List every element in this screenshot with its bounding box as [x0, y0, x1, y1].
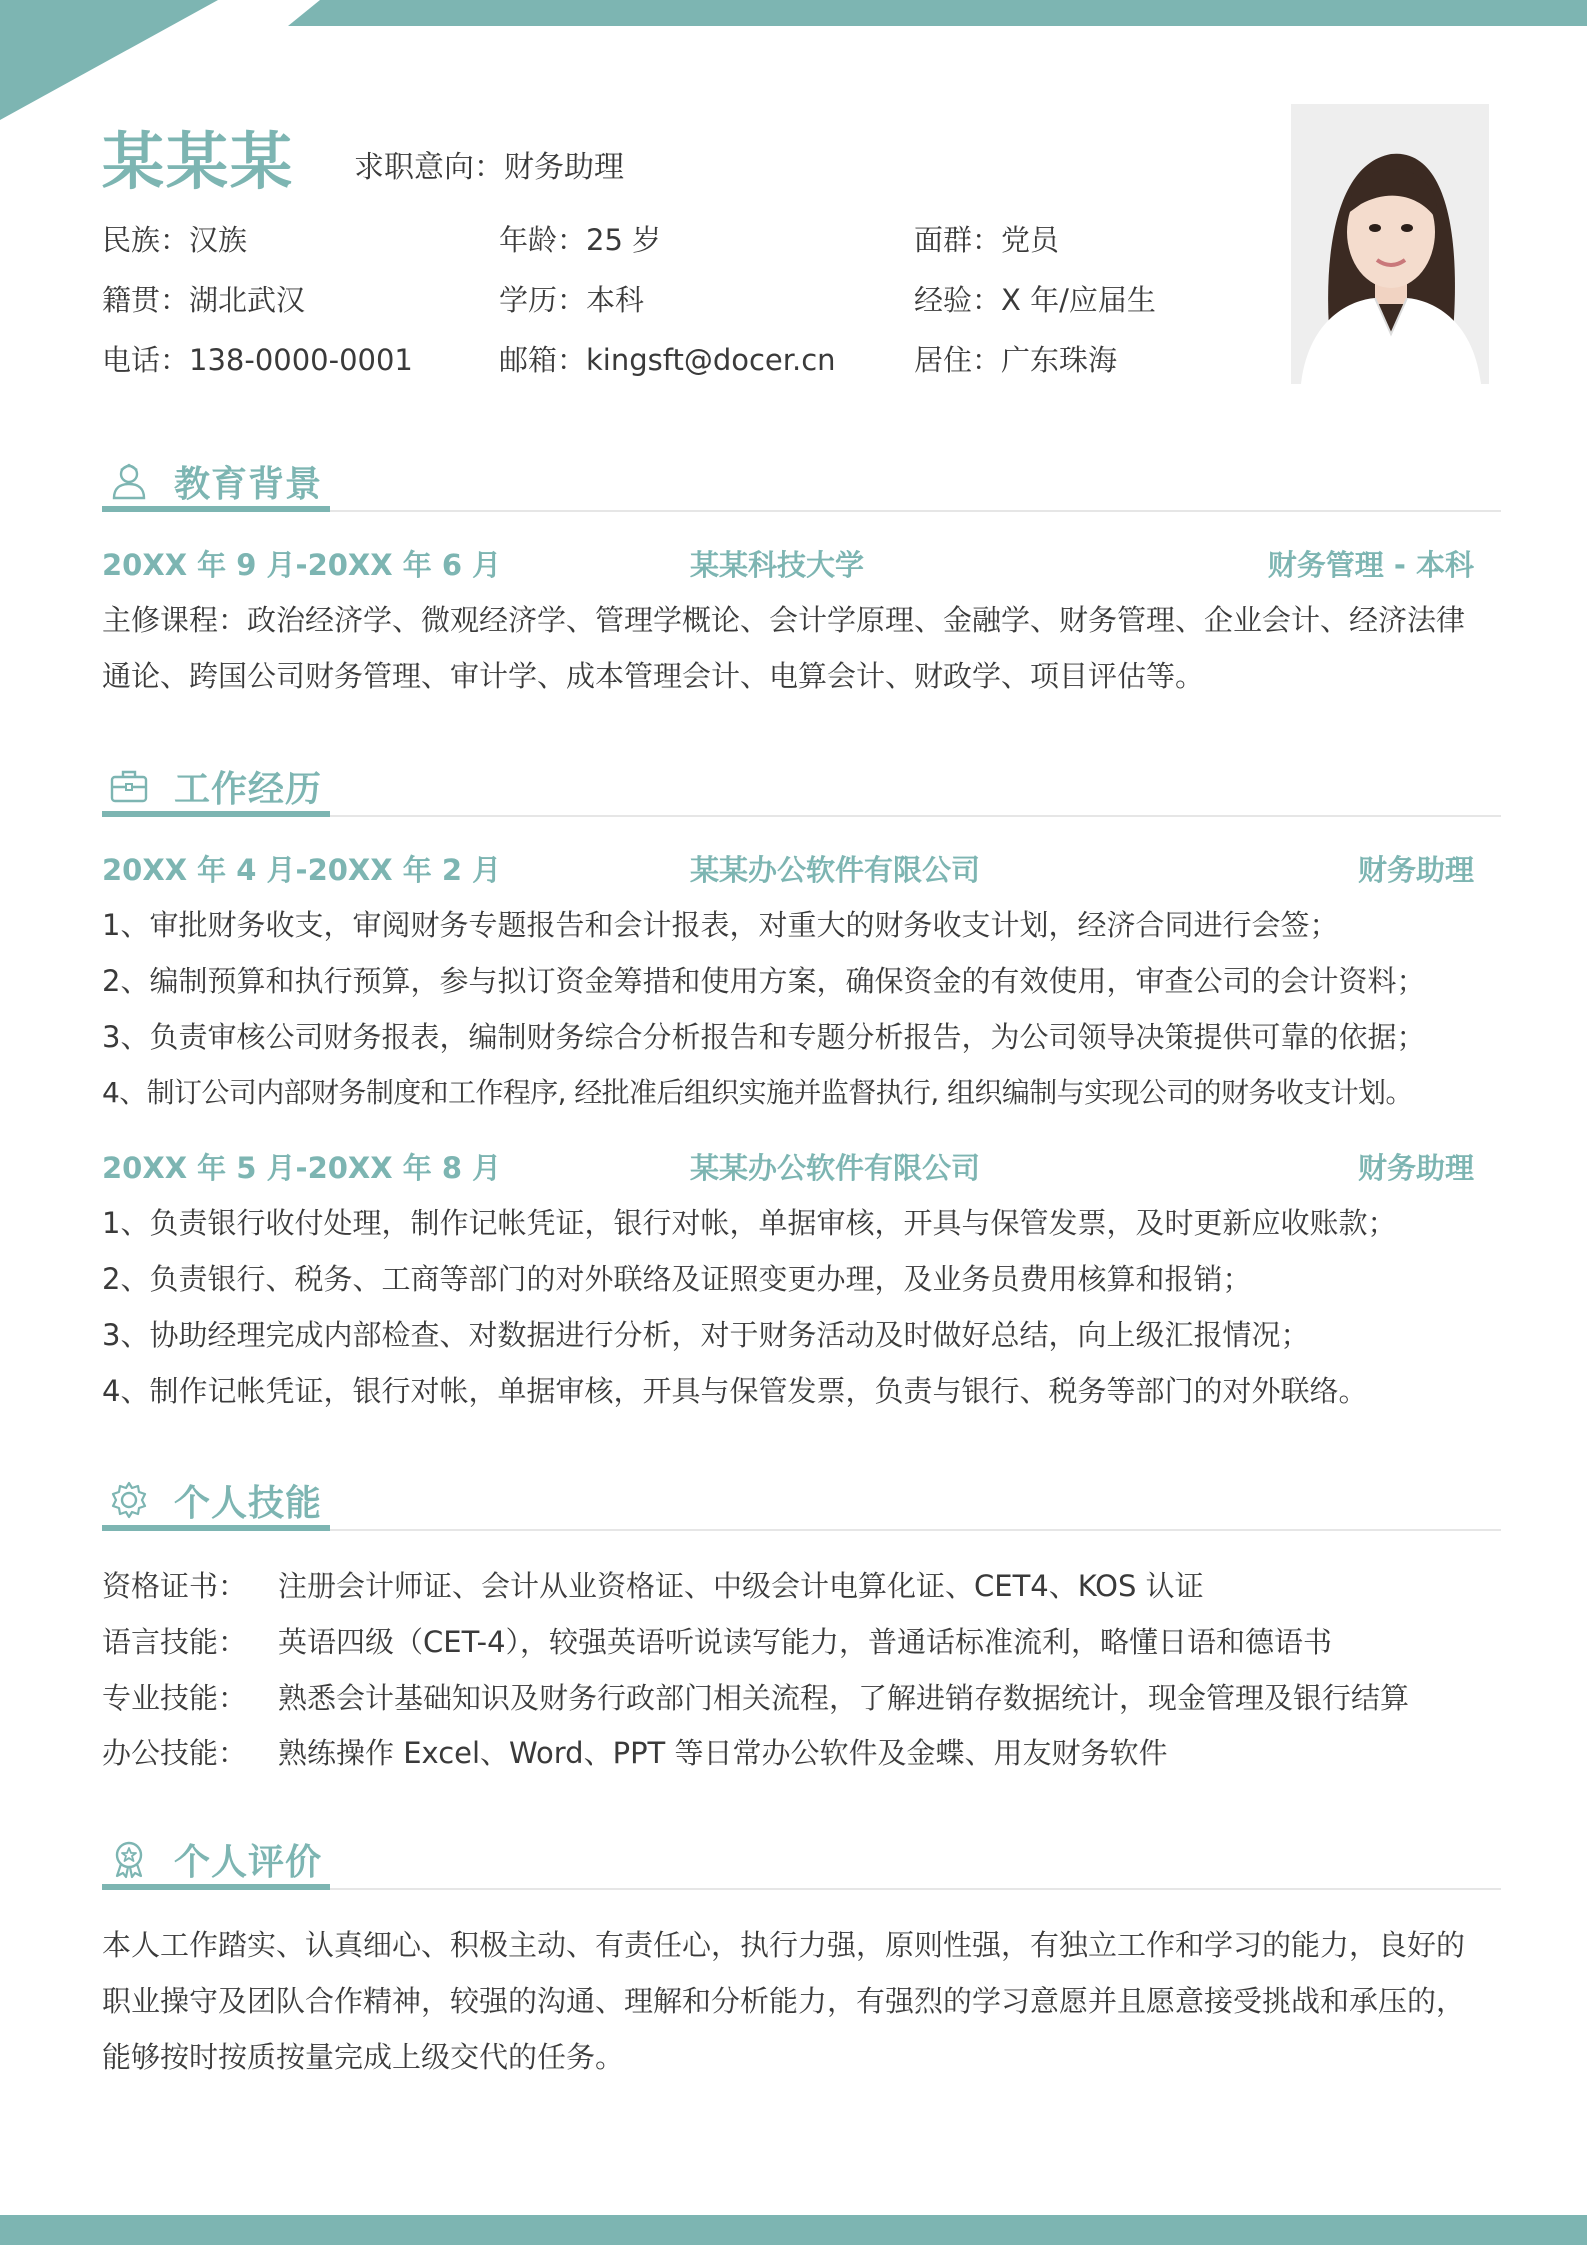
job-duty: 4、制作记帐凭证，银行对帐，单据审核，开具与保管发票，负责与银行、税务等部门的对外联络。: [102, 1374, 1368, 1408]
section-underline: [102, 506, 330, 512]
skill-value: 熟悉会计基础知识及财务行政部门相关流程，了解进销存数据统计，现金管理及银行结算: [278, 1681, 1410, 1715]
skill-value: 熟练操作 Excel、Word、PPT 等日常办公软件及金蝶、用友财务软件: [278, 1736, 1168, 1770]
bottom-bar: [0, 2215, 1587, 2245]
skill-label: 办公技能：: [102, 1736, 248, 1770]
section-underline: [102, 1525, 330, 1531]
evaluation-text: 本人工作踏实、认真细心、积极主动、有责任心，执行力强，原则性强，有独立工作和学习的能力，良好的职业操守及团队合作精神，较强的沟通、理解和分析能力，有强烈的学习意愿并且愿意接受挑战和承压的，能够按时按质按量完成上级交代的任务。: [102, 1928, 1466, 2074]
job-intent-value: 财务助理: [504, 150, 624, 185]
section-title: 工作经历: [174, 769, 323, 810]
section-evaluation: [102, 1830, 1501, 1890]
info-residence: 居住：广东珠海: [914, 343, 1118, 377]
section-education: [102, 452, 1501, 512]
job-duty: 3、负责审核公司财务报表，编制财务综合分析报告和专题分析报告，为公司领导决策提供可靠的依据；: [102, 1020, 1426, 1054]
skill-label: 专业技能：: [102, 1681, 248, 1715]
job-duty: 3、协助经理完成内部检查、对数据进行分析，对于财务活动及时做好总结，向上级汇报情况；: [102, 1318, 1310, 1352]
info-ethnicity: 民族：汉族: [102, 223, 248, 257]
info-hometown: 籍贯：湖北武汉: [102, 283, 306, 317]
graduate-user-icon: [108, 460, 150, 502]
skill-label: 语言技能：: [102, 1625, 248, 1659]
section-title: 教育背景: [174, 464, 323, 505]
info-education: 学历：本科: [499, 283, 645, 317]
gear-icon: [108, 1479, 150, 1521]
section-title: 个人技能: [174, 1483, 323, 1524]
section-work: [102, 757, 1501, 817]
job-period: 20XX 年 4 月-20XX 年 2 月: [102, 853, 502, 887]
education-courses: 主修课程：政治经济学、微观经济学、管理学概论、会计学原理、金融学、财务管理、企业会计、经济法律通论、跨国公司财务管理、审计学、成本管理会计、电算会计、财政学、项目评估等。: [102, 603, 1466, 693]
briefcase-icon: [108, 765, 150, 807]
education-period: 20XX 年 9 月-20XX 年 6 月: [102, 548, 502, 582]
job-intent-label: 求职意向：: [354, 150, 504, 185]
job-duty: 4、制订公司内部财务制度和工作程序, 经批准后组织实施并监督执行, 组织编制与实现公司的财务收支计划。: [102, 1076, 1413, 1109]
job-duty: 1、审批财务收支，审阅财务专题报告和会计报表，对重大的财务收支计划，经济合同进行会签；: [102, 908, 1339, 942]
job-role: 财务助理: [1357, 853, 1474, 887]
job-duty: 2、负责银行、税务、工商等部门的对外联络及证照变更办理，及业务员费用核算和报销；: [102, 1262, 1252, 1296]
education-major: 财务管理 - 本科: [1267, 548, 1474, 582]
job-role: 财务助理: [1357, 1151, 1474, 1185]
job-intent: [354, 142, 624, 186]
job-meta: [102, 848, 1474, 888]
info-political: 面群：党员: [914, 223, 1060, 257]
job-duty: 2、编制预算和执行预算，参与拟订资金筹措和使用方案，确保资金的有效使用，审查公司的会计资料；: [102, 964, 1426, 998]
job-duty: 1、负责银行收付处理，制作记帐凭证，银行对帐，单据审核，开具与保管发票，及时更新应收账款；: [102, 1206, 1397, 1240]
info-experience: 经验：X 年/应届生: [914, 283, 1156, 317]
education-meta: [102, 543, 1474, 583]
award-badge-icon: [108, 1838, 150, 1880]
candidate-name: 某某某: [102, 125, 295, 198]
info-email: 邮箱：kingsft@docer.cn: [499, 343, 836, 377]
section-title: 个人评价: [174, 1842, 323, 1883]
job-company: 某某办公软件有限公司: [690, 1151, 981, 1185]
skill-value: 注册会计师证、会计从业资格证、中级会计电算化证、CET4、KOS 认证: [278, 1569, 1204, 1603]
section-underline: [102, 1884, 330, 1890]
section-skills: [102, 1471, 1501, 1531]
profile-photo: [1291, 104, 1489, 384]
job-meta: [102, 1146, 1474, 1186]
job-company: 某某办公软件有限公司: [690, 853, 981, 887]
skill-label: 资格证书：: [102, 1569, 248, 1603]
job-period: 20XX 年 5 月-20XX 年 8 月: [102, 1151, 502, 1185]
info-phone: 电话：138-0000-0001: [102, 343, 413, 377]
info-age: 年龄：25 岁: [499, 223, 662, 257]
skill-value: 英语四级（CET-4），较强英语听说读写能力，普通话标准流利，略懂日语和德语书: [278, 1625, 1333, 1659]
education-school: 某某科技大学: [690, 548, 865, 582]
section-underline: [102, 811, 330, 817]
